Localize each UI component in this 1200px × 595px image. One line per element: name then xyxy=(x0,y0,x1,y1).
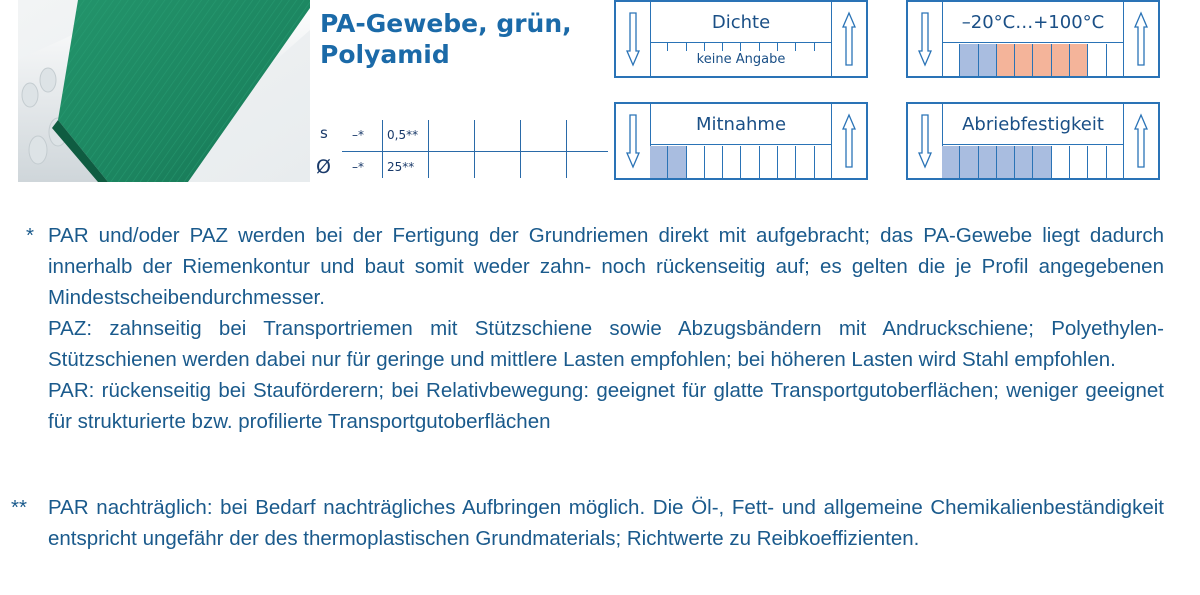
scale-segment xyxy=(796,146,814,178)
scale-segment xyxy=(960,146,978,178)
scale-segment xyxy=(942,146,960,178)
scale-segment xyxy=(741,146,759,178)
footnote-2 xyxy=(11,492,1164,554)
arrow-down-icon xyxy=(616,104,651,178)
scale-segment xyxy=(1107,44,1124,76)
arrow-up-icon xyxy=(831,2,866,76)
arrow-up-icon xyxy=(1123,2,1158,76)
grip-box xyxy=(614,102,868,180)
density-ticks xyxy=(650,43,832,51)
title-line-2: Polyamid xyxy=(320,40,450,69)
scale-segment xyxy=(1070,44,1088,76)
scale-segment xyxy=(705,146,723,178)
table-col-line xyxy=(520,120,521,178)
scale-segment xyxy=(1015,44,1033,76)
arrow-up-icon xyxy=(1123,104,1158,178)
scale-segment xyxy=(979,146,997,178)
diameter-symbol: Ø xyxy=(316,156,331,178)
scale-segment xyxy=(778,146,796,178)
scale-segment xyxy=(815,146,832,178)
scale-segment xyxy=(687,146,705,178)
scale-segment xyxy=(1088,44,1106,76)
temperature-box xyxy=(906,0,1160,78)
scale-segment xyxy=(1033,146,1051,178)
scale-segment xyxy=(1015,146,1033,178)
scale-segment xyxy=(997,146,1015,178)
d-value-2: 25** xyxy=(387,160,415,174)
scale-segment xyxy=(1107,146,1124,178)
abrasion-scale xyxy=(942,146,1124,178)
scale-segment xyxy=(668,146,686,178)
density-label: Dichte xyxy=(650,2,832,43)
grip-scale xyxy=(650,146,832,178)
table-col-line xyxy=(428,120,429,178)
scale-segment xyxy=(1052,146,1070,178)
scale-segment xyxy=(942,44,960,76)
scale-segment xyxy=(723,146,741,178)
footnote-1-paragraph-2: PAZ: zahnseitig bei Transportriemen mit Stützschiene sowie Abzugsbändern mit Andruckschiene; Polyethylen-Stützschienen werden dabei nur für geringe und mittlere Lasten empfohlen; bei höheren Lasten wird Stahl empfohlen. xyxy=(48,317,1164,371)
scale-segment xyxy=(1088,146,1106,178)
footnote-1-paragraph-3: PAR: rückenseitig bei Stauförderern; bei Relativbewegung: geeignet für glatte Transportgutoberflächen; weniger geeignet für strukturierte bzw. profilierte Transportgutoberflächen xyxy=(48,379,1164,433)
scale-segment xyxy=(650,146,668,178)
abrasion-label: Abriebfestigkeit xyxy=(942,104,1124,145)
arrow-down-icon xyxy=(908,2,943,76)
scale-segment xyxy=(960,44,978,76)
belt-image xyxy=(18,0,310,182)
scale-segment xyxy=(760,146,778,178)
thickness-symbol: s xyxy=(320,124,328,142)
footnote-2-marker: ** xyxy=(11,496,27,519)
density-box xyxy=(614,0,868,78)
arrow-down-icon xyxy=(616,2,651,76)
scale-segment xyxy=(979,44,997,76)
title-line-1: PA-Gewebe, grün, xyxy=(320,9,572,38)
temperature-scale xyxy=(942,44,1124,76)
table-col-line xyxy=(382,120,383,178)
scale-segment xyxy=(997,44,1015,76)
s-value-1: –* xyxy=(352,128,364,142)
footnote-1-marker: * xyxy=(26,224,34,247)
scale-segment xyxy=(1070,146,1088,178)
abrasion-box xyxy=(906,102,1160,180)
table-col-line xyxy=(474,120,475,178)
scale-segment xyxy=(1033,44,1051,76)
temperature-range-label: –20°C…+100°C xyxy=(942,2,1124,43)
footnote-2-paragraph-1: PAR nachträglich: bei Bedarf nachträgliches Aufbringen möglich. Die Öl-, Fett- und allgemeine Chemikalienbeständigkeit entspricht ungefähr der des thermoplastischen Grundmaterials; Richtwerte zu Reibkoeffizienten. xyxy=(48,496,1164,550)
dimension-table xyxy=(312,118,612,180)
density-value: keine Angabe xyxy=(696,52,786,67)
product-title xyxy=(320,8,572,70)
grip-label: Mitnahme xyxy=(650,104,832,145)
arrow-down-icon xyxy=(908,104,943,178)
s-value-2: 0,5** xyxy=(387,128,419,142)
footnote-1-paragraph-1: PAR und/oder PAZ werden bei der Fertigung der Grundriemen direkt mit aufgebracht; das PA-Gewebe liegt dadurch innerhalb der Riemenkontur und baut somit weder zahn- noch rückenseitig auf; es gelten die je Profil angegebenen Mindestscheibendurchmesser. xyxy=(48,224,1164,309)
d-value-1: –* xyxy=(352,160,364,174)
table-col-line xyxy=(566,120,567,178)
arrow-up-icon xyxy=(831,104,866,178)
footnote-1 xyxy=(26,220,1164,437)
scale-segment xyxy=(1052,44,1070,76)
